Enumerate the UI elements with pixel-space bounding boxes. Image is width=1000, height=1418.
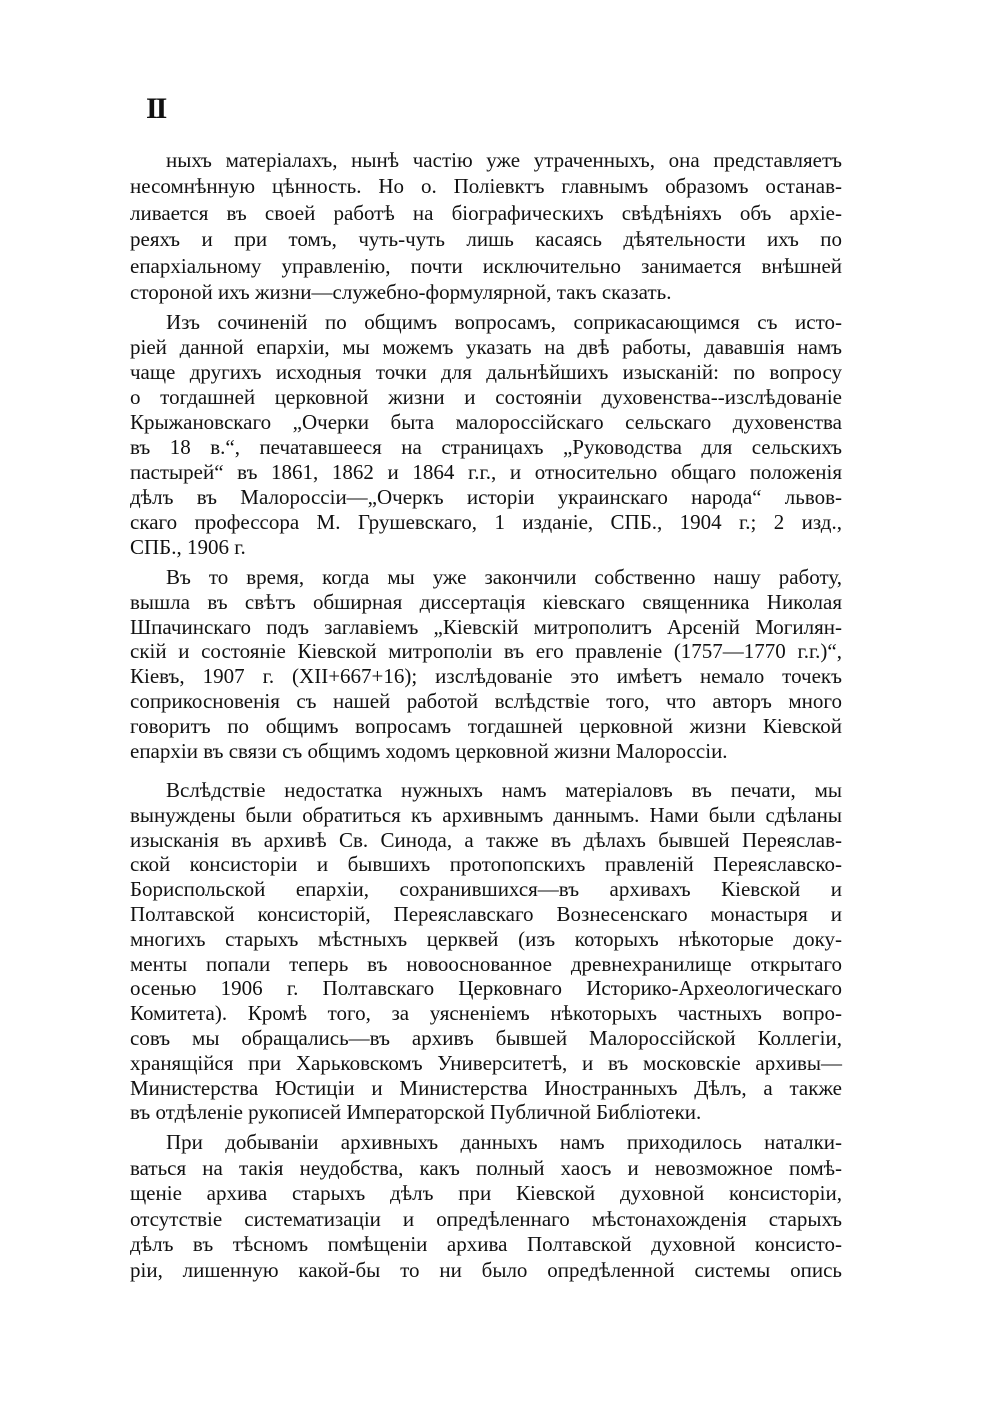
text-line: ныхъ матеріалахъ, нынѣ частію уже утраченныхъ, она представляетъ: [166, 148, 842, 172]
text-line: вышла въ свѣтъ обширная диссертація кіевскаго священника Николая: [130, 589, 842, 614]
text-line: епархіальному управленію, почти исключительно занимается внѣшней: [130, 253, 842, 278]
text-line: Бориспольской епархіи, сохранившихся—въ архивахъ Кіевской и: [130, 877, 842, 902]
text-line: Въ то время, когда мы уже закончили собственно нашу работу,: [166, 565, 842, 589]
text-line: ской консисторіи и бывшихъ протопопскихъ правленій Переяславско-: [130, 852, 842, 877]
text-line: хранящійся при Харьковскомъ Университетѣ, и въ московскіе архивы—: [130, 1050, 842, 1075]
text-line: скаго профессора М. Грушевскаго, 1 изданіе, СПБ., 1904 г.; 2 изд.,: [130, 510, 842, 534]
text-line: ваться на такія неудобства, какъ полный хаосъ и невозможное помѣ-: [130, 1155, 842, 1180]
text-line: изысканія въ архивѣ Св. Синода, а также въ дѣлахъ бывшей Переяслав-: [130, 827, 842, 852]
text-line: ріей данной епархіи, мы можемъ указать на двѣ работы, дававшія намъ: [130, 335, 842, 359]
text-line: менты попали теперь въ новооснованное древнехранилище открытаго: [130, 951, 842, 976]
text-line: Кіевъ, 1907 г. (XII+667+16); изслѣдованіе это имѣетъ немало точекъ: [130, 664, 842, 689]
text-line: соприкосновенія съ нашей работой вслѣдствіе того, что авторъ много: [130, 688, 842, 713]
text-line: пастырей“ въ 1861, 1862 и 1864 г.г., и относительно общаго положенія: [130, 460, 842, 484]
paragraph: [130, 310, 842, 560]
text-line: осенью 1906 г. Полтавскаго Церковнаго Историко-Археологическаго: [130, 976, 842, 1001]
text-line: чаще другихъ исходныя точки для дальнѣйшихъ изысканій: по вопросу: [130, 360, 842, 384]
text-line: ливается въ своей работѣ на біографическихъ свѣдѣніяхъ объ архіе-: [130, 200, 842, 225]
text-line: дѣлъ въ тѣсномъ помѣщеніи архива Полтавской духовной консисто-: [130, 1232, 842, 1257]
text-line: При добываніи архивныхъ данныхъ намъ приходилось наталки-: [166, 1130, 842, 1154]
text-line: СПБ., 1906 г.: [130, 535, 246, 559]
text-line: ріи, лишенную какой-бы то ни было опредѣленной системы опись: [130, 1257, 842, 1282]
text-line: Комитета). Кромѣ того, за уясненіемъ нѣкоторыхъ частныхъ вопро-: [130, 1001, 842, 1026]
paragraph: [130, 147, 842, 305]
text-line: совъ мы обращались—въ архивъ бывшей Малороссійской Коллегіи,: [130, 1025, 842, 1050]
text-line: епархіи въ связи съ общимъ ходомъ церковной жизни Малороссіи.: [130, 738, 728, 763]
text-line: несомнѣнную цѣнность. Но о. Поліевктъ главнымъ образомъ останав-: [130, 174, 842, 199]
text-line: говоритъ по общимъ вопросамъ тогдашней церковной жизни Кіевской: [130, 713, 842, 738]
text-line: щеніе архива старыхъ дѣлъ при Кіевской духовной консисторіи,: [130, 1181, 842, 1206]
text-line: стороной ихъ жизни—служебно-формулярной, такъ сказать.: [130, 280, 672, 305]
text-line: реяхъ и при томъ, чуть-чуть лишь касаясь дѣятельности ихъ по: [130, 227, 842, 252]
text-line: о тогдашней церковной жизни и состояніи духовенства--изслѣдованіе: [130, 385, 842, 409]
text-line: въ отдѣленіе рукописей Императорской Публичной Библіотеки.: [130, 1100, 702, 1125]
text-line: дѣлъ въ Малороссіи—„Очеркъ исторіи украинскаго народа“ львов-: [130, 485, 842, 509]
page-number: II: [146, 92, 166, 125]
text-line: многихъ старыхъ мѣстныхъ церквей (изъ которыхъ нѣкоторые доку-: [130, 926, 842, 951]
text-line: Полтавской консисторій, Переяславскаго Вознесенскаго монастыря и: [130, 901, 842, 926]
text-line: Вслѣдствіе недостатка нужныхъ намъ матеріаловъ въ печати, мы: [166, 778, 842, 802]
text-line: вынуждены были обратиться къ архивнымъ даннымъ. Нами были сдѣланы: [130, 802, 842, 827]
text-line: скій и состояніе Кіевской митрополіи въ его правленіе (1757—1770 г.г.)“,: [130, 639, 842, 664]
paragraph: [130, 778, 842, 1125]
paragraph: [130, 1130, 842, 1284]
text-line: Крыжановскаго „Очерки быта малороссійскаго сельскаго духовенства: [130, 410, 842, 434]
paragraph: [130, 565, 842, 763]
text-line: Министерства Юстиціи и Министерства Иностранныхъ Дѣлъ, а также: [130, 1075, 842, 1100]
text-line: отсутствіе систематизаціи и опредѣленнаго мѣстонахожденія старыхъ: [130, 1206, 842, 1231]
text-line: Шпачинскаго подъ заглавіемъ „Кіевскій митрополитъ Арсеній Могилян-: [130, 614, 842, 639]
text-line: Изъ сочиненій по общимъ вопросамъ, соприкасающимся съ исто-: [166, 310, 842, 334]
text-line: въ 18 в.“, печатавшееся на страницахъ „Руководства для сельскихъ: [130, 435, 842, 459]
